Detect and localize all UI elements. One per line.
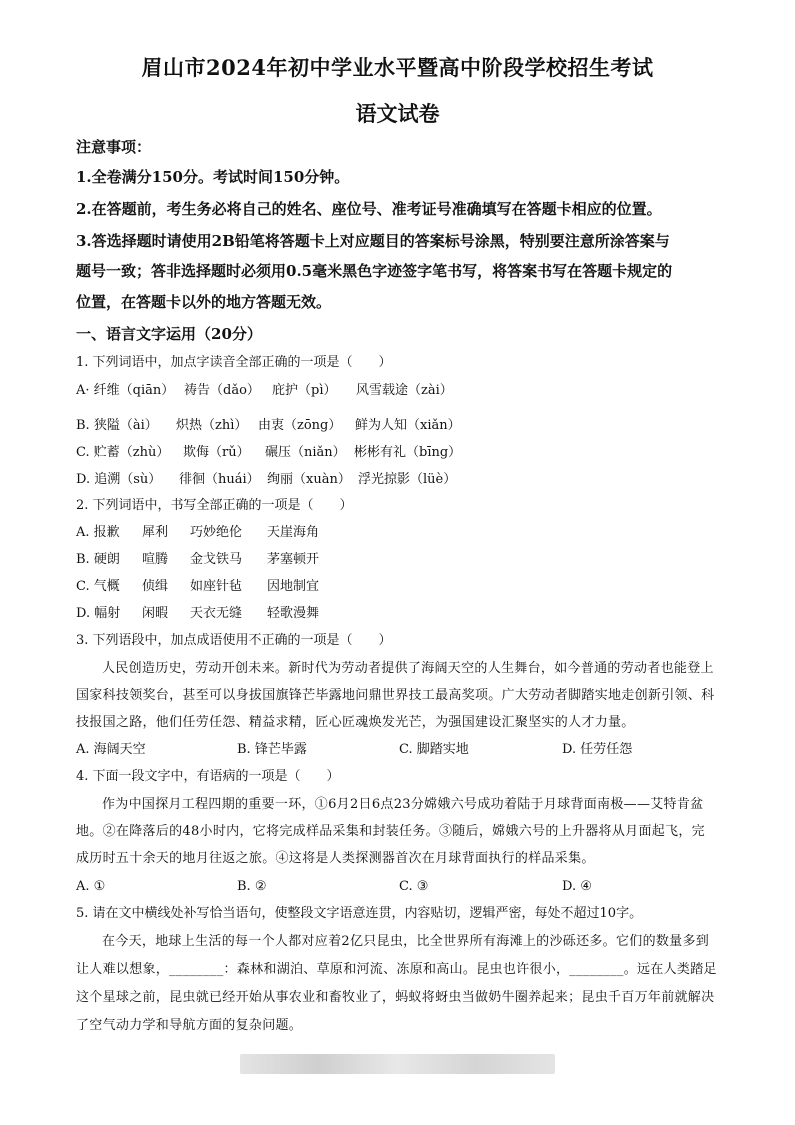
question-5-passage: 在今天，地球上生活的每一个人都对应着2亿只昆虫，比全世界所有海滩上的沙砾还多。它们的数量多到让人难以想象，________：森林和湖泊、草原和河流、冻原和高山。昆虫也许很小，________。远在人类踏足这个星球之前，昆虫就已经开始从事农业和畜牧业了，蚂蚁将蚜虫当做奶牛圈养起来；昆虫千百万年前就解决了空气动力学和导航方面的复杂问题。 [76,934,717,1033]
word: 喧腾 [142,552,169,567]
option-a: A. 海阔天空 [76,742,146,757]
word: 巧妙绝伦 [190,525,243,540]
word-part: 人知（xiǎn） [381,418,461,433]
question-4-passage: 作为中国探月工程四期的重要一环，①6月2日6点23分嫦娥六号成功着陆于月球背面南极——艾特肯盆地。②在降落后的48小时内，它将完成样品采集和封装任务。③随后，嫦娥六号的上升器将从月面起飞，完成历时五十余天的地月往返之旅。④这将是人类探测器首次在月球背面执行的样品采集。 [76,797,705,866]
question-5-stem: 5. 请在文中横线处补写恰当语句，使整段文字语意连贯，内容贴切，逻辑严密，每处不超过10字。 [76,906,643,921]
notice-heading: 注意事项： [76,138,152,156]
notice-item: 题号一致；答非选择题时必须用0.5毫米黑色字迹签字笔书写，将答案书写在答题卡规定的 [76,262,673,280]
word [355,416,461,436]
option-c: C. ③ [399,879,429,894]
word: 绚丽（xuàn） [267,472,351,487]
option-c: C. 脚踏实地 [399,742,469,757]
notice-item: 1.全卷满分150分。考试时间150分钟。 [76,168,350,186]
exam-subtitle: 语文试卷 [355,101,440,126]
word: 庇护（pì） [272,383,337,398]
word: 由衷（zōng） [258,418,342,433]
word: 如座针毡 [190,579,243,594]
word: D. 追溯（sù） [76,472,162,487]
word: 天崖海角 [267,525,320,540]
word: 浮光掠影（lüè） [358,472,457,487]
word: C. 气概 [76,579,120,594]
question-2-stem: 2. 下列词语中，书写全部正确的一项是（ ） [76,498,353,513]
word: 茅塞顿开 [267,552,320,567]
option-d: D. 任劳任怨 [562,742,633,757]
word: 天衣无缝 [190,606,243,621]
word: 欺侮（rǔ） [183,445,250,460]
option-a: A. ① [76,879,106,894]
word: 炽热（zhì） [176,418,248,433]
word: 闲暇 [142,606,169,621]
notice-item: 2.在答题前，考生务必将自己的姓名、座位号、准考证号准确填写在答题卡相应的位置。 [76,200,662,218]
exam-title: 眉山市2024年初中学业水平暨高中阶段学校招生考试 [141,55,654,80]
word: B. 硬朗 [76,552,120,567]
word: 金戈铁马 [190,552,243,567]
footer-blurred-watermark [240,1054,555,1074]
word: C. 贮蓄（zhù） [76,445,170,460]
word: B. 狭隘（ài） [76,418,158,433]
word: A· 纤维（qiān） [76,383,175,398]
question-3-passage: 人民创造历史，劳动开创未来。新时代为劳动者提供了海阔天空的人生舞台，如今普通的劳动者也能登上国家科技领奖台，甚至可以身拔国旗锋芒毕露地问鼎世界技工最高奖项。广大劳动者脚踏实地走创新引领、科技报国之路，他们任劳任怨、精益求精，匠心匠魂焕发光芒，为强国建设汇聚坚实的人才力量。 [76,661,715,730]
notice-item: 位置，在答题卡以外的地方答题无效。 [76,293,332,311]
question-4-stem: 4. 下面一段文字中，有语病的一项是（ ） [76,769,340,784]
word: 彬彬有礼（bīng） [354,445,462,460]
word: 因地制宜 [267,579,320,594]
word-part: 为 [368,418,382,433]
word: 碾压（niǎn） [265,445,346,460]
word: 犀利 [142,525,169,540]
option-d: D. ④ [562,879,592,894]
word: 徘徊（huái） [179,472,260,487]
word: 风雪载途（zài） [356,383,453,398]
option-b: B. ② [237,879,267,894]
word: 祷告（dǎo） [184,383,260,398]
question-3-stem: 3. 下列语段中，加点成语使用不正确的一项是（ ） [76,633,392,648]
word-part: 鲜 [355,418,369,433]
word: A. 报歉 [76,525,120,540]
word: 轻歌漫舞 [267,606,320,621]
word: 侦缉 [142,579,169,594]
option-b: B. 锋芒毕露 [237,742,307,757]
section-heading: 一、语言文字运用（20分） [76,325,262,343]
notice-item: 3.答选择题时请使用2B铅笔将答题卡上对应题目的答案标号涂黑，特别要注意所涂答案与 [76,232,670,250]
word: D. 幅射 [76,606,121,621]
question-1-stem: 1. 下列词语中，加点字读音全部正确的一项是（ ） [76,355,392,370]
